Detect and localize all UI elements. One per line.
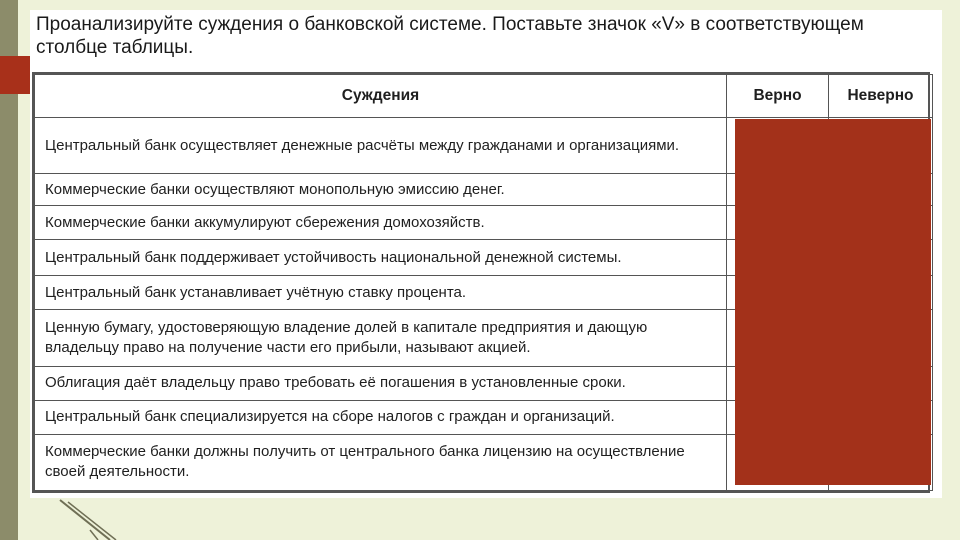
statement-cell: Коммерческие банки должны получить от центрального банка лицензию на осуществление своей деятельности.	[35, 434, 727, 490]
task-heading: Проанализируйте суждения о банковской системе. Поставьте значок «V» в соответствующем столбце таблицы.	[36, 14, 864, 58]
statement-cell: Центральный банк устанавливает учётную ставку процента.	[35, 276, 727, 310]
statement-cell: Центральный банк специализируется на сборе налогов с граждан и организаций.	[35, 400, 727, 434]
header-true: Верно	[727, 75, 829, 118]
left-accent-block	[0, 56, 30, 94]
table-header-row	[35, 75, 933, 118]
statement-cell: Коммерческие банки осуществляют монопольную эмиссию денег.	[35, 174, 727, 206]
statement-cell: Облигация даёт владельцу право требовать её погашения в установленные сроки.	[35, 366, 727, 400]
statement-cell: Ценную бумагу, удостоверяющую владение долей в капитале предприятия и дающую владельцу право на получение части его прибыли, называют акцией.	[35, 310, 727, 366]
statement-cell: Центральный банк поддерживает устойчивость национальной денежной системы.	[35, 240, 727, 276]
answers-cover-block[interactable]	[735, 119, 931, 485]
statement-cell: Коммерческие банки аккумулируют сбережения домохозяйств.	[35, 206, 727, 240]
header-false: Неверно	[829, 75, 933, 118]
statement-cell: Центральный банк осуществляет денежные расчёты между гражданами и организациями.	[35, 118, 727, 174]
header-judgements: Суждения	[35, 75, 727, 118]
